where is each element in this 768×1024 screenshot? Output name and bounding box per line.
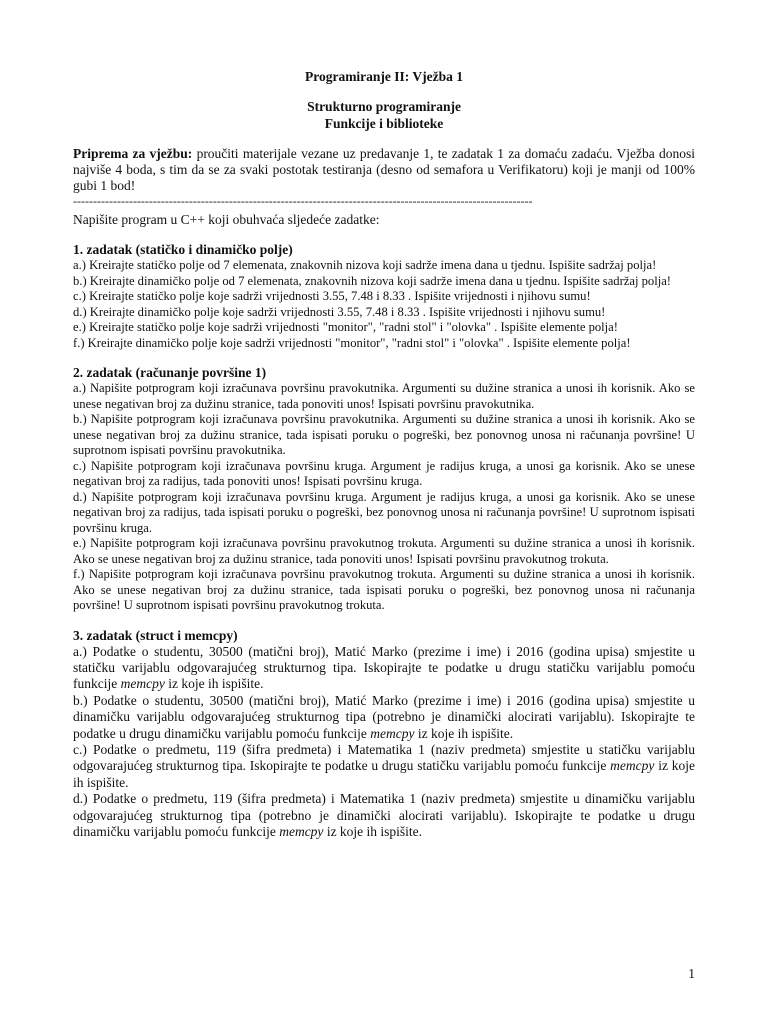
task-2-heading: 2. zadatak (računanje površine 1) (73, 365, 267, 380)
task-3-item-b-tail: iz koje ih ispišite. (414, 725, 514, 741)
page-number: 1 (688, 966, 695, 981)
task-2-list (73, 381, 695, 614)
task-1-item-d: d.) Kreirajte dinamičko polje koje sadrži vrijednosti 3.55, 7.48 i 8.33 . Ispišite vrijednosti i njihovu sumu! (73, 304, 606, 319)
task-3-item-c-tail: iz koje ih ispišite. (73, 758, 695, 790)
preparation-label: Priprema za vježbu: (73, 146, 193, 161)
memcpy-function-name: memcpy (279, 823, 324, 839)
task-3-item-b (73, 693, 695, 742)
document-page (73, 60, 695, 840)
task-2-item-d: d.) Napišite potprogram koji izračunava površinu kruga. Argument je radijus kruga, a unosi ga korisnik. Ako se unese negativan broj za radijus, tada ispisati poruku o pogreški, bez ponovnog unosa ni računanja površine! U suprotnom ispisati površinu kruga. (73, 489, 695, 535)
task-3-item-c (73, 742, 695, 791)
task-1-heading: 1. zadatak (statičko i dinamičko polje) (73, 242, 293, 257)
task-2-item-f: f.) Napišite potprogram koji izračunava površinu pravokutnog trokuta. Argumenti su dužine stranica a unosi ih korisnik. Ako se unese negativan broj za dužinu stranice, tada ispisati poruku o pogreški, bez ponovnog unosa ni računanja površine! U suprotnom ispisati površinu pravokutnog trokuta. (73, 567, 695, 612)
task-3-item-b-text: b.) Podatke o studentu, 30500 (matični broj), Matić Marko (prezime i ime) i 2016 (godina upisa) smjestite u dinamičku varijablu odgovarajućeg strukturnog tipa (potrebno je dinamički alocirati varijablu). Iskopirajte te podatke u drugu dinamičku varijablu pomoću funkcije (73, 692, 695, 741)
dashed-divider: ------------------------------------------------------------------------------------------------------------------- (73, 194, 533, 208)
task-2-item-c: c.) Napišite potprogram koji izračunava površinu kruga. Argument je radijus kruga, a unosi ga korisnik. Ako se unese negativan broj za radijus, tada ponoviti unos! Ispisati površinu kruga. (73, 458, 695, 488)
task-1-item-a: a.) Kreirajte statičko polje od 7 elemenata, znakovnih nizova koji sadrže imena dana u tjednu. Ispišite sadržaj polja! (73, 258, 657, 272)
task-1-list (73, 258, 695, 351)
memcpy-function-name: memcpy (120, 676, 165, 692)
document-subtitle-1: Strukturno programiranje (307, 99, 461, 114)
task-3-item-a (73, 644, 695, 693)
intro-text: Napišite program u C++ koji obuhvaća sljedeće zadatke: (73, 212, 380, 227)
task-3-item-d-text: d.) Podatke o predmetu, 119 (šifra predmeta) i Matematika 1 (naziv predmeta) smjestite u dinamičku varijablu odgovarajućeg strukturnog tipa (potrebno je dinamički alocirati varijablu). Iskopirajte te podatke u drugu dinamičku varijablu pomoću funkcije (73, 791, 695, 839)
task-2-section (73, 365, 695, 614)
task-1-item-b: b.) Kreirajte dinamičko polje od 7 elemenata, znakovnih nizova koji sadrže imena dana u tjednu. Ispišite sadržaj polja! (73, 273, 671, 288)
task-3-list (73, 644, 695, 841)
task-2-item-e: e.) Napišite potprogram koji izračunava površinu pravokutnog trokuta. Argumenti su dužine stranica a unosi ih korisnik. Ako se unese negativan broj za dužinu stranice, tada ponoviti unos! Ispisati površinu pravokutnog trokuta. (73, 536, 695, 566)
task-3-item-a-tail: iz koje ih ispišite. (164, 676, 264, 692)
memcpy-function-name: memcpy (610, 758, 655, 774)
task-1-item-c: c.) Kreirajte statičko polje koje sadrži vrijednosti 3.55, 7.48 i 8.33 . Ispišite vrijednosti i njihovu sumu! (73, 289, 591, 303)
memcpy-function-name: memcpy (370, 725, 415, 741)
task-3-item-d-tail: iz koje ih ispišite. (323, 823, 423, 839)
task-3-item-c-text: c.) Podatke o predmetu, 119 (šifra predmeta) i Matematika 1 (naziv predmeta) smjestite u statičku varijablu odgovarajućeg strukturnog tipa. Iskopirajte te podatke u drugu statičku varijablu pomoću funkcije (73, 741, 695, 774)
task-1-section (73, 242, 695, 351)
task-3-item-d (73, 791, 695, 840)
preparation-text: proučiti materijale vezane uz predavanje 1, te zadatak 1 za domaću zadaću. Vježba donosi najviše 4 boda, s tim da se za svaki postotak testiranja (desno od semafora u Verifikatoru) koji je manji od 100% gubi 1 bod! (73, 146, 695, 193)
document-title: Programiranje II: Vježba 1 (304, 69, 464, 84)
task-1-item-e: e.) Kreirajte statičko polje koje sadrži vrijednosti "monitor", "radni stol" i "olovka" . Ispišite elemente polja! (73, 320, 618, 334)
subtitle-block (73, 98, 695, 132)
task-3-section (73, 628, 695, 841)
task-3-item-a-text: a.) Podatke o studentu, 30500 (matični broj), Matić Marko (prezime i ime) i 2016 (godina upisa) smjestite u statičku varijablu odgovarajućeg strukturnog tipa. Iskopirajte te podatke u drugu statičku varijablu pomoću funkcije (73, 643, 695, 692)
document-subtitle-2: Funkcije i biblioteke (324, 116, 444, 131)
preparation-paragraph (73, 146, 695, 194)
task-1-item-f: f.) Kreirajte dinamičko polje koje sadrži vrijednosti "monitor", "radni stol" i "olovka" . Ispišite elemente polja! (73, 335, 631, 350)
task-2-item-a: a.) Napišite potprogram koji izračunava površinu pravokutnika. Argumenti su dužine stranica a unosi ih korisnik. Ako se unese negativan broj za dužinu stranice, tada ponoviti unos! Ispisati površinu pravokutnika. (73, 381, 695, 411)
task-3-heading: 3. zadatak (struct i memcpy) (73, 627, 238, 643)
task-2-item-b: b.) Napišite potprogram koji izračunava površinu pravokutnika. Argumenti su dužine stranica a unosi ih korisnik. Ako se unese negativan broj za dužinu stranice, tada ispisati poruku o pogreški, bez ponovnog unosa ni računanja površine! U suprotnom ispisati površinu pravokutnika. (73, 412, 695, 457)
